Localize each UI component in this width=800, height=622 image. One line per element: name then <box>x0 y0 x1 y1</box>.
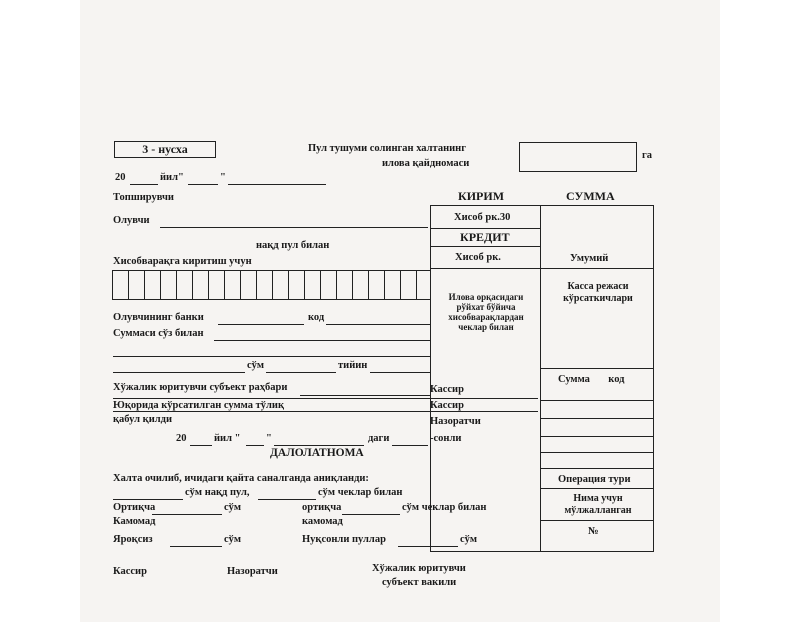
row-line-2 <box>430 246 540 247</box>
bank-blank[interactable] <box>218 324 304 325</box>
hisob-raqam-label: Хисобварақга киритиш учун <box>113 256 252 267</box>
account-cell-divider <box>160 271 175 299</box>
account-cell-divider <box>320 271 335 299</box>
dal-title: ДАЛОЛАТНОМА <box>270 447 364 459</box>
summa-kod: Сумма код <box>558 374 625 385</box>
row-line-1 <box>430 228 540 229</box>
dal-date-yil: йил " <box>214 433 241 444</box>
copy-label-box <box>114 141 216 158</box>
row-line-3 <box>430 268 654 269</box>
date-yil: йил" <box>160 172 184 183</box>
nuqsonli-label: Нуқсонли пуллар <box>302 534 386 545</box>
dal-naqd-blank[interactable] <box>113 499 183 500</box>
number-sign: № <box>588 526 599 537</box>
hisob-30: Хисоб рк.30 <box>454 212 511 223</box>
date-month-blank[interactable] <box>188 184 218 185</box>
dal-naqd: сўм нақд пул, <box>185 487 250 498</box>
kod-label: код <box>308 312 325 323</box>
account-cell-divider <box>256 271 271 299</box>
account-cell-divider <box>144 271 159 299</box>
dal-chek-blank[interactable] <box>258 499 316 500</box>
kassir-right2: Кассир <box>430 400 464 411</box>
ortiqcha-som: сўм <box>224 502 242 513</box>
sig-vakil-line2: субъект вакили <box>382 577 457 588</box>
tiyin-blank2[interactable] <box>370 372 430 373</box>
copy-label: 3 - нусха <box>142 142 188 156</box>
nuqsonli-blank[interactable] <box>398 546 458 547</box>
summa-soz-label: Суммаси сўз билан <box>113 328 204 339</box>
nima-uchun: Нима учун мўлжалланган <box>564 493 632 516</box>
date-prefix: 20 <box>115 172 126 183</box>
som-blank[interactable] <box>113 372 245 373</box>
account-cell-divider <box>336 271 351 299</box>
dal-dagi: даги <box>368 433 390 444</box>
chek-bilan-label: сўм чеклар билан <box>402 502 487 513</box>
table-mid-line <box>540 205 541 552</box>
right-line-6 <box>540 468 654 469</box>
kassir-right1: Кассир <box>430 384 464 395</box>
summa-soz-blank2[interactable] <box>113 356 430 357</box>
sig-vakil-line1: Хўжалик юритувчи <box>372 563 466 574</box>
yaroqsiz-blank[interactable] <box>170 546 222 547</box>
right-line-4 <box>540 436 654 437</box>
som-label: сўм <box>247 360 265 371</box>
qabul-line1: Юқорида кўрсатилган сумма тўлиқ <box>113 400 285 411</box>
account-cell-divider <box>272 271 287 299</box>
nuqsonli-som: сўм <box>460 534 478 545</box>
form-title-line2: илова қайдномаси <box>382 158 470 169</box>
kod-blank[interactable] <box>326 324 430 325</box>
summa-soz-blank1[interactable] <box>214 340 430 341</box>
account-cell-divider <box>128 271 143 299</box>
dal-date-prefix: 20 <box>176 433 187 444</box>
topshiruvchi-label: Топширувчи <box>113 192 174 203</box>
dal-date-quote: " <box>266 433 272 444</box>
date-quote: " <box>220 172 226 183</box>
dal-intro: Халта очилиб, ичидаги қайта саналганда аниқланди: <box>113 473 369 484</box>
dal-chek: сўм чеклар билан <box>318 487 403 498</box>
ortiqcha-label: Ортиқча <box>113 502 156 513</box>
account-cell-divider <box>224 271 239 299</box>
yaroqsiz-label: Яроқсиз <box>113 534 153 545</box>
ortiqcha-blank[interactable] <box>152 514 222 515</box>
oluvchi-label: Олувчи <box>113 215 150 226</box>
deposit-bag-form <box>80 0 720 622</box>
summa-header: СУММА <box>566 189 615 203</box>
tiyin-blank1[interactable] <box>266 372 336 373</box>
kirim-header: КИРИМ <box>458 189 505 203</box>
dal-year-blank[interactable] <box>274 445 364 446</box>
ilova-note: Илова орқасидаги рўйхат бўйича хисобварақлардан чеклар билан <box>448 292 524 332</box>
right-line-7 <box>540 488 654 489</box>
yaroqsiz-som: сўм <box>224 534 242 545</box>
account-cell-divider <box>368 271 383 299</box>
naqd-pul-label: нақд пул билан <box>256 240 330 251</box>
right-line-3 <box>540 418 654 419</box>
dal-num-blank[interactable] <box>392 445 428 446</box>
umumiy: Умумий <box>570 253 609 264</box>
date-year-blank[interactable] <box>228 184 326 185</box>
account-cell-divider <box>384 271 399 299</box>
kamomad-label: Камомад <box>113 516 156 527</box>
dal-day-blank[interactable] <box>190 445 212 446</box>
sig-nazoratchi: Назоратчи <box>227 566 278 577</box>
rahbar-label: Хўжалик юритувчи субъект раҳбари <box>113 382 288 393</box>
account-cell-divider <box>304 271 319 299</box>
account-cell-divider <box>176 271 191 299</box>
account-cell-divider <box>192 271 207 299</box>
account-cell-divider <box>416 271 431 299</box>
oluvchi-blank[interactable] <box>160 227 428 228</box>
oluvchi-banki-label: Олувчининг банки <box>113 312 204 323</box>
ortiqcha2-blank[interactable] <box>342 514 400 515</box>
right-line-5 <box>540 452 654 453</box>
kamomad2-label: камомад <box>302 516 343 527</box>
nazoratchi-right: Назоратчи <box>430 416 481 427</box>
sig-kassir: Кассир <box>113 566 147 577</box>
right-line-2 <box>540 400 654 401</box>
operatsiya: Операция тури <box>558 474 631 485</box>
rahbar-blank[interactable] <box>300 395 430 396</box>
kassa-rejasi: Касса режаси кўрсаткичлари <box>563 281 633 304</box>
kredit-header: КРЕДИТ <box>460 230 510 244</box>
tiyin-label: тийин <box>338 360 368 371</box>
form-title-line1: Пул тушуми солинган халтанинг <box>308 143 466 154</box>
right-line-1 <box>540 368 654 369</box>
dal-sonli: -сонли <box>430 433 462 444</box>
account-cell-divider <box>208 271 223 299</box>
header-suffix: га <box>642 150 653 161</box>
account-cell-divider <box>400 271 415 299</box>
right-line-8 <box>540 520 654 521</box>
account-cell-divider <box>352 271 367 299</box>
account-cell-divider <box>288 271 303 299</box>
dal-month-blank[interactable] <box>246 445 264 446</box>
account-cell-divider <box>240 271 255 299</box>
bag-number-box[interactable] <box>519 142 637 172</box>
qabul-line2: қабул қилди <box>113 414 173 425</box>
ortiqcha2-label: ортиқча <box>302 502 342 513</box>
date-day-blank[interactable] <box>130 184 158 185</box>
hisob-rk: Хисоб рк. <box>455 252 501 263</box>
